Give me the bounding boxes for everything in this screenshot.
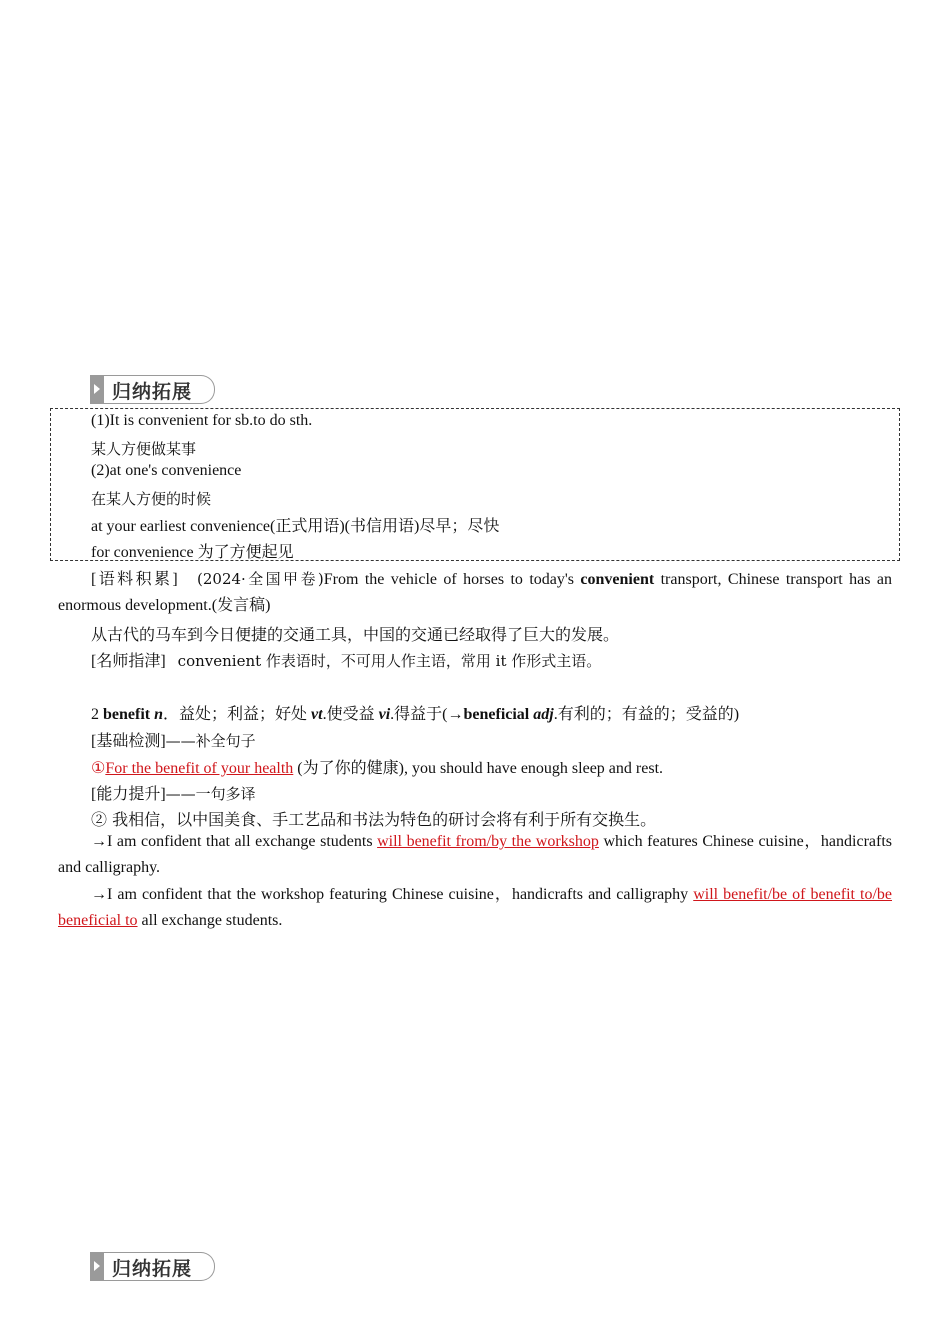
box-item: (1)It is convenient for sb.to do sth.	[91, 412, 313, 429]
ability-label: [能力提升]	[91, 786, 166, 803]
sentence-rest: (为了你的健康), you should have enough sleep and rest.	[293, 760, 664, 777]
corpus-text-after: transport, Chinese transport has an enormous development.(发言稿)	[58, 571, 892, 614]
entry-benefit	[91, 701, 739, 724]
entry-def: .得益于(→	[390, 706, 464, 723]
entry-pos: vt	[311, 706, 323, 723]
box-item: for convenience 为了方便起见	[91, 544, 294, 561]
entry-number: 2	[91, 706, 103, 723]
entry-def: ．益处；利益；好处	[163, 706, 312, 723]
section-tag-label: 归纳拓展	[112, 381, 193, 403]
box-item: (2)at one's convenience	[91, 462, 242, 479]
translation-text: →I am confident that all exchange students	[91, 833, 378, 850]
answer-text: will benefit from/by the workshop	[377, 833, 599, 850]
ability-heading	[91, 781, 256, 804]
entry-pos: n	[154, 706, 164, 723]
entry-pos: vi	[378, 706, 391, 723]
answer-text: will benefit/be of benefit to/be beneficial to	[58, 886, 892, 929]
basic-test-item	[91, 755, 663, 778]
basic-test-label: [基础检测]	[91, 733, 166, 750]
section-tag-label: 归纳拓展	[112, 1258, 193, 1280]
box-item: at your earliest convenience(正式用语)(书信用语)尽早；尽快	[91, 518, 500, 535]
box-item: 某人方便做某事	[91, 440, 197, 458]
entry-pos: adj	[533, 706, 554, 723]
tip-text: convenient 作表语时，不可用人作主语，常用 it 作形式主语。	[177, 652, 602, 670]
corpus-paragraph	[58, 566, 892, 619]
corpus-keyword: convenient	[580, 571, 655, 588]
ability-prompt: ② 我相信，以中国美食、手工艺品和书法为特色的研讨会将有利于所有交换生。	[91, 810, 657, 829]
answer-text: For the benefit of your health	[105, 760, 294, 777]
translation-text: which features Chinese cuisine，handicrafts and calligraphy.	[58, 833, 892, 876]
entry-def: .使受益	[322, 706, 379, 723]
translation-1	[58, 829, 892, 881]
entry-derived-word: beneficial	[463, 706, 530, 723]
corpus-translation: 从古代的马车到今日便捷的交通工具，中国的交通已经取得了巨大的发展。	[91, 627, 620, 644]
translation-2	[58, 882, 892, 934]
translation-text: all exchange students.	[137, 912, 283, 929]
summary-box	[50, 408, 900, 561]
play-arrow-icon	[90, 1253, 104, 1280]
corpus-label: [语料积累]	[91, 571, 178, 588]
section-tag-summary	[90, 375, 215, 404]
tip-label: [名师指津]	[91, 653, 166, 670]
item-number: ①	[91, 760, 106, 777]
entry-def: .有利的；有益的；受益的)	[553, 706, 740, 723]
corpus-source: (2024·全国甲卷)	[197, 570, 324, 588]
entry-word: benefit	[103, 706, 151, 723]
basic-test-suffix: ——补全句子	[165, 732, 256, 750]
box-item: 在某人方便的时候	[91, 490, 212, 508]
play-arrow-icon	[90, 376, 104, 403]
translation-text: →I am confident that the workshop featuring Chinese cuisine，handicrafts and calligraphy	[91, 886, 694, 903]
ability-suffix: ——一句多译	[165, 785, 256, 803]
corpus-text-before: From the vehicle of horses to today's	[323, 571, 581, 588]
tip-line	[91, 648, 601, 671]
basic-test-heading	[91, 728, 256, 751]
section-tag-summary-2	[90, 1252, 215, 1281]
